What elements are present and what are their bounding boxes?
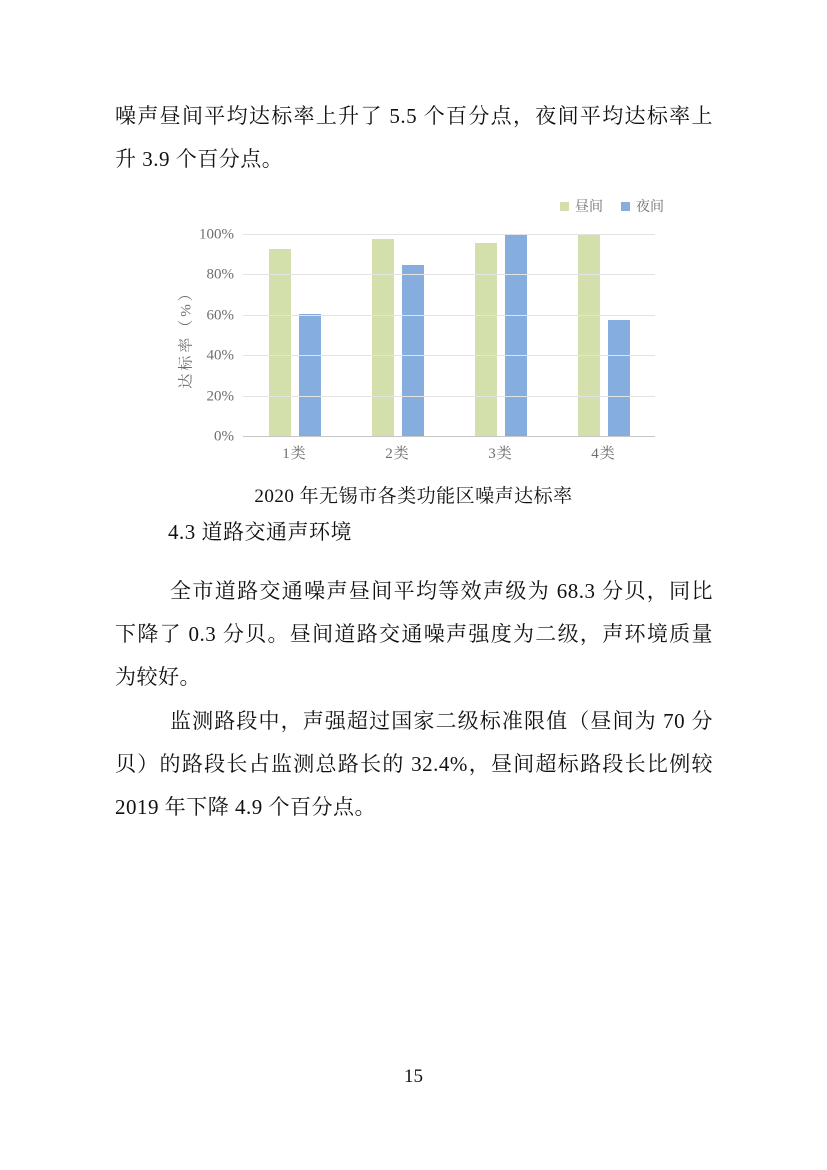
- bar-昼间-2类: [372, 239, 394, 437]
- paragraph-noise-attainment: 噪声昼间平均达标率上升了 5.5 个百分点，夜间平均达标率上升 3.9 个百分点。: [115, 104, 713, 171]
- legend-swatch: [560, 202, 569, 211]
- x-tick-label: 4类: [591, 446, 616, 462]
- legend-label: 夜间: [636, 200, 664, 215]
- y-tick-label: 60%: [206, 307, 234, 324]
- gridline: [243, 234, 655, 235]
- bar-昼间-1类: [269, 249, 291, 437]
- bar-group: [346, 235, 449, 437]
- paragraph-monitored-sections: 监测路段中，声强超过国家二级标准限值（昼间为 70 分贝）的路段长占监测总路长的 32.4%，昼间超标路段长比例较 2019 年下降 4.9 个百分点。: [115, 709, 713, 819]
- section-heading: 4.3 道路交通声环境: [168, 520, 352, 544]
- chart-legend: [560, 196, 664, 216]
- x-tick-label: 2类: [385, 446, 410, 462]
- bar-昼间-3类: [475, 243, 497, 437]
- y-axis-title: 达标率（%）: [178, 283, 195, 389]
- y-tick-label: 0%: [214, 428, 234, 445]
- legend-item: [621, 196, 664, 216]
- page-number: 15: [404, 1066, 423, 1087]
- x-tick-label: 3类: [488, 446, 513, 462]
- y-tick-label: 80%: [206, 266, 234, 283]
- y-tick-label: 100%: [199, 226, 234, 243]
- y-tick-label: 20%: [206, 388, 234, 405]
- paragraph-road-traffic-level: 全市道路交通噪声昼间平均等效声级为 68.3 分贝，同比下降了 0.3 分贝。昼间道路交通噪声强度为二级，声环境质量为较好。: [115, 579, 713, 689]
- gridline: [243, 396, 655, 397]
- x-axis-labels: [243, 442, 655, 463]
- bar-group: [552, 235, 655, 437]
- gridline: [243, 315, 655, 316]
- bar-group: [449, 235, 552, 437]
- bar-group: [243, 235, 346, 437]
- gridline: [243, 436, 655, 437]
- bar-夜间-2类: [402, 265, 424, 437]
- chart-caption: 2020 年无锡市各类功能区噪声达标率: [254, 486, 573, 507]
- bar-昼间-4类: [578, 235, 600, 437]
- legend-label: 昼间: [575, 200, 603, 215]
- gridline: [243, 355, 655, 356]
- bar-夜间-4类: [608, 320, 630, 437]
- plot-area: [199, 226, 655, 445]
- bar-夜间-1类: [299, 314, 321, 437]
- legend-item: [560, 196, 603, 216]
- bar-夜间-3类: [505, 235, 527, 437]
- gridline: [243, 274, 655, 275]
- x-tick-label: 1类: [282, 446, 307, 462]
- bar-groups: [243, 235, 655, 437]
- y-tick-label: 40%: [206, 347, 234, 364]
- bar-chart: [178, 190, 670, 466]
- legend-swatch: [621, 202, 630, 211]
